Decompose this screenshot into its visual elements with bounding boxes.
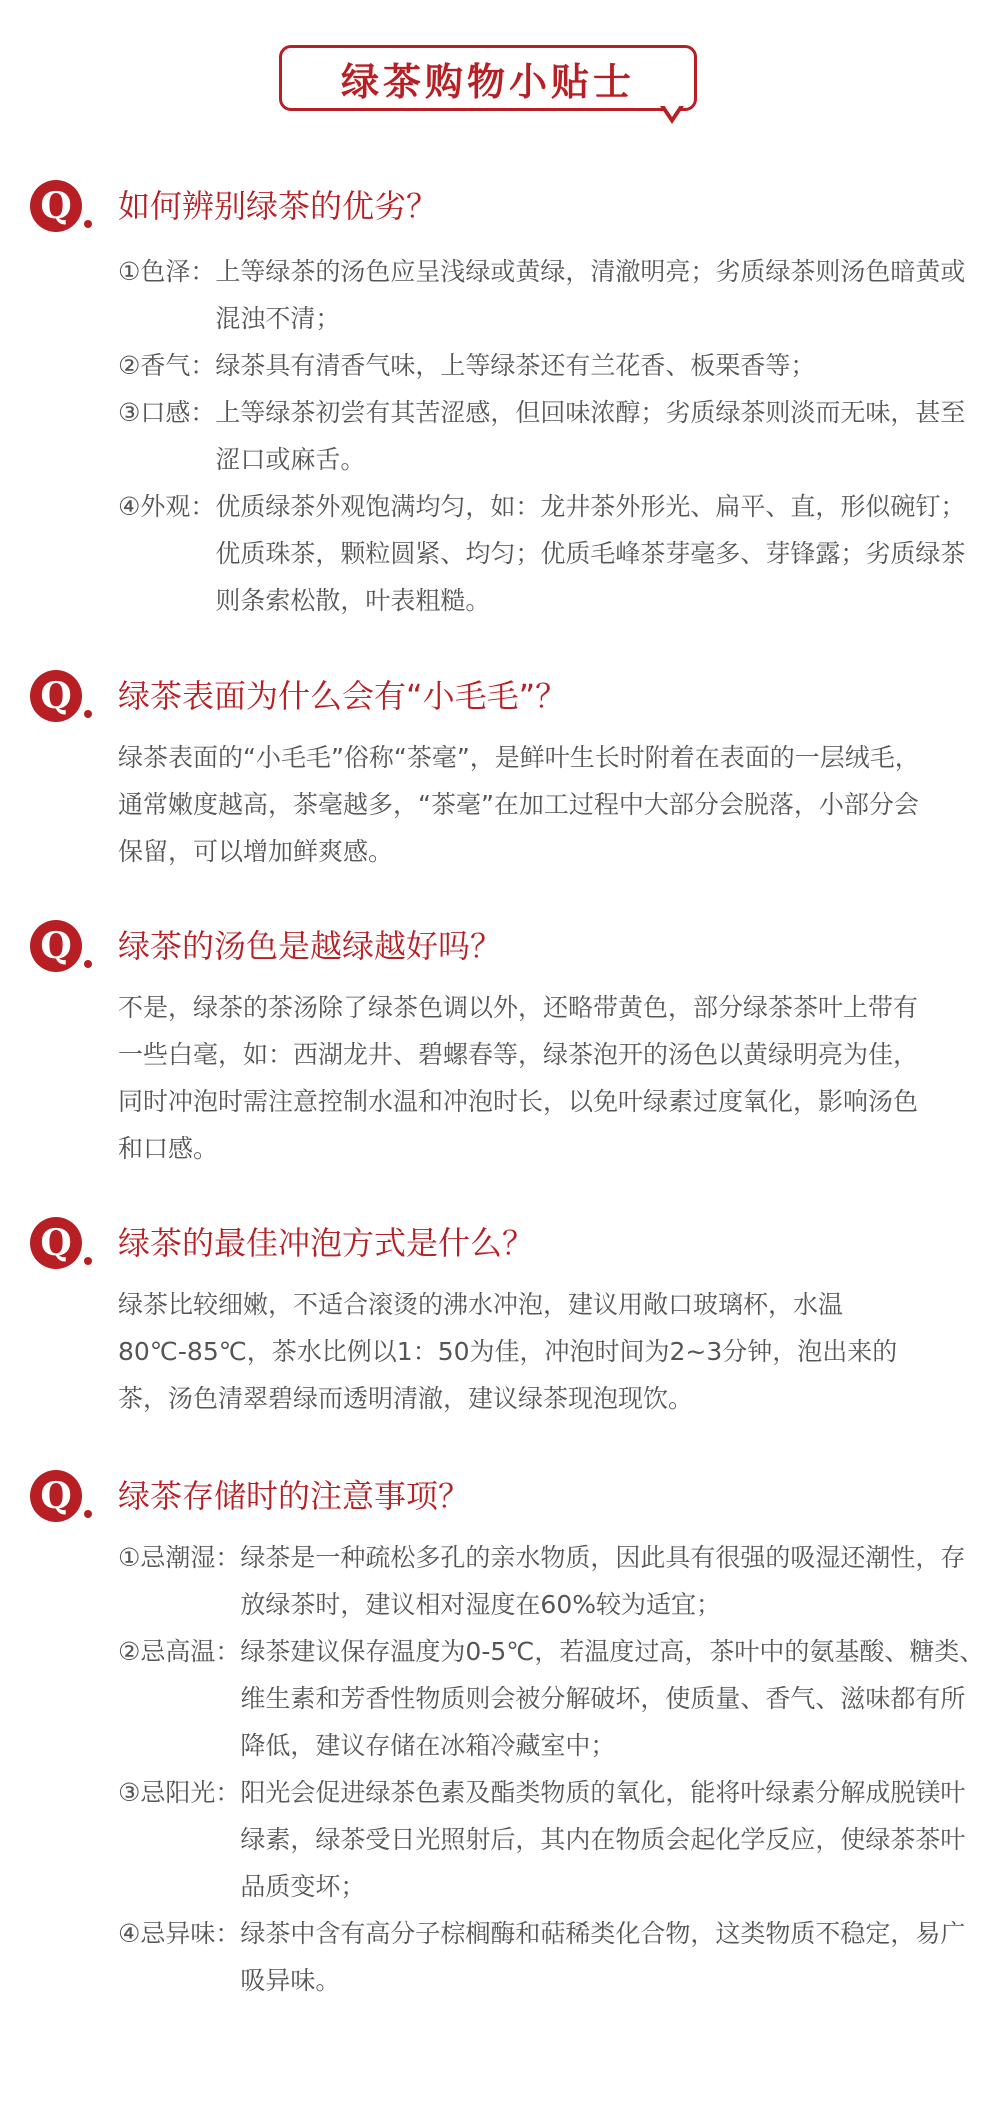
title-speech-tail-inner <box>664 105 680 117</box>
list-item <box>0 1769 990 1910</box>
question-text: 绿茶的最佳冲泡方式是什么？ <box>118 1224 535 1262</box>
answer-list <box>0 1534 990 2004</box>
item-text: 绿茶具有清香气味，上等绿茶还有兰花香、板栗香等； <box>215 351 816 380</box>
question-text: 如何辨别绿茶的优劣？ <box>118 187 439 225</box>
faq-section-brewing <box>0 1215 990 1422</box>
item-label: ④外观： <box>118 492 216 521</box>
item-label: ④忌异味： <box>118 1919 241 1948</box>
list-item <box>0 1910 990 2004</box>
answer-paragraph: 绿茶比较细嫩，不适合滚烫的沸水冲泡，建议用敞口玻璃杯，水温80℃-85℃，茶水比例以1：50为佳，冲泡时间为2~3分钟，泡出来的茶，汤色清翠碧绿而透明清澈，建议绿茶现泡现饮。 <box>118 1290 898 1413</box>
answer-list <box>0 248 990 624</box>
list-item <box>0 248 990 342</box>
item-label: ③口感： <box>118 398 216 427</box>
item-text: 上等绿茶的汤色应呈浅绿或黄绿，清澈明亮；劣质绿茶则汤色暗黄或混浊不清； <box>215 257 966 333</box>
q-badge-icon: Q <box>30 670 82 722</box>
question-text: 绿茶存储时的注意事项？ <box>118 1477 471 1515</box>
q-badge-icon: Q <box>30 920 82 972</box>
item-text: 上等绿茶初尝有其苦涩感，但回味浓醇；劣质绿茶则淡而无味，甚至涩口或麻舌。 <box>215 398 966 474</box>
list-item <box>0 389 990 483</box>
question-header <box>0 1468 990 1528</box>
faq-section-tea-color <box>0 918 990 1172</box>
q-dot-icon <box>84 960 92 968</box>
q-badge-icon: Q <box>30 1470 82 1522</box>
list-item <box>0 483 990 624</box>
answer-paragraph: 不是，绿茶的茶汤除了绿茶色调以外，还略带黄色，部分绿茶茶叶上带有一些白毫，如：西湖龙井、碧螺春等，绿茶泡开的汤色以黄绿明亮为佳，同时冲泡时需注意控制水温和冲泡时长，以免叶绿素过度氧化，影响汤色和口感。 <box>118 993 919 1163</box>
question-header <box>0 668 990 728</box>
item-text: 阳光会促进绿茶色素及酯类物质的氧化，能将叶绿素分解成脱镁叶绿素，绿茶受日光照射后，其内在物质会起化学反应，使绿茶茶叶品质变坏； <box>240 1778 966 1901</box>
list-item <box>0 342 990 389</box>
page-title-box <box>279 45 697 111</box>
question-text: 绿茶表面为什么会有“小毛毛”？ <box>118 677 568 715</box>
q-dot-icon <box>84 1510 92 1518</box>
q-badge-icon: Q <box>30 1217 82 1269</box>
q-badge-icon: Q <box>30 180 82 232</box>
item-label: ②香气： <box>118 351 216 380</box>
list-item <box>0 1534 990 1628</box>
item-label: ①色泽： <box>118 257 216 286</box>
faq-section-quality <box>0 178 990 624</box>
question-text: 绿茶的汤色是越绿越好吗？ <box>118 927 503 965</box>
item-text: 优质绿茶外观饱满均匀，如：龙井茶外形光、扁平、直，形似碗钉；优质珠茶，颗粒圆紧、均匀；优质毛峰茶芽毫多、芽锋露；劣质绿茶则条索松散，叶表粗糙。 <box>215 492 966 615</box>
question-header <box>0 178 990 238</box>
q-dot-icon <box>84 1257 92 1265</box>
answer-paragraph: 绿茶表面的“小毛毛”俗称“茶毫”，是鲜叶生长时附着在表面的一层绒毛，通常嫩度越高，茶毫越多，“茶毫”在加工过程中大部分会脱落，小部分会保留，可以增加鲜爽感。 <box>118 743 920 866</box>
faq-section-storage <box>0 1468 990 2004</box>
item-label: ③忌阳光： <box>118 1778 241 1807</box>
item-text: 绿茶中含有高分子棕榈酶和萜稀类化合物，这类物质不稳定，易广吸异味。 <box>240 1919 966 1995</box>
item-text: 绿茶建议保存温度为0-5℃，若温度过高，茶叶中的氨基酸、糖类、维生素和芳香性物质则会被分解破坏，使质量、香气、滋味都有所降低，建议存储在冰箱冷藏室中； <box>240 1637 985 1760</box>
page-title: 绿茶购物小贴士 <box>340 59 635 104</box>
faq-section-tea-hair <box>0 668 990 875</box>
question-header <box>0 918 990 978</box>
item-text: 绿茶是一种疏松多孔的亲水物质，因此具有很强的吸湿还潮性，存放绿茶时，建议相对湿度在60%较为适宜； <box>240 1543 966 1619</box>
q-dot-icon <box>84 220 92 228</box>
q-dot-icon <box>84 710 92 718</box>
list-item <box>0 1628 990 1769</box>
item-label: ①忌潮湿： <box>118 1543 241 1572</box>
item-label: ②忌高温： <box>118 1637 241 1666</box>
question-header <box>0 1215 990 1275</box>
